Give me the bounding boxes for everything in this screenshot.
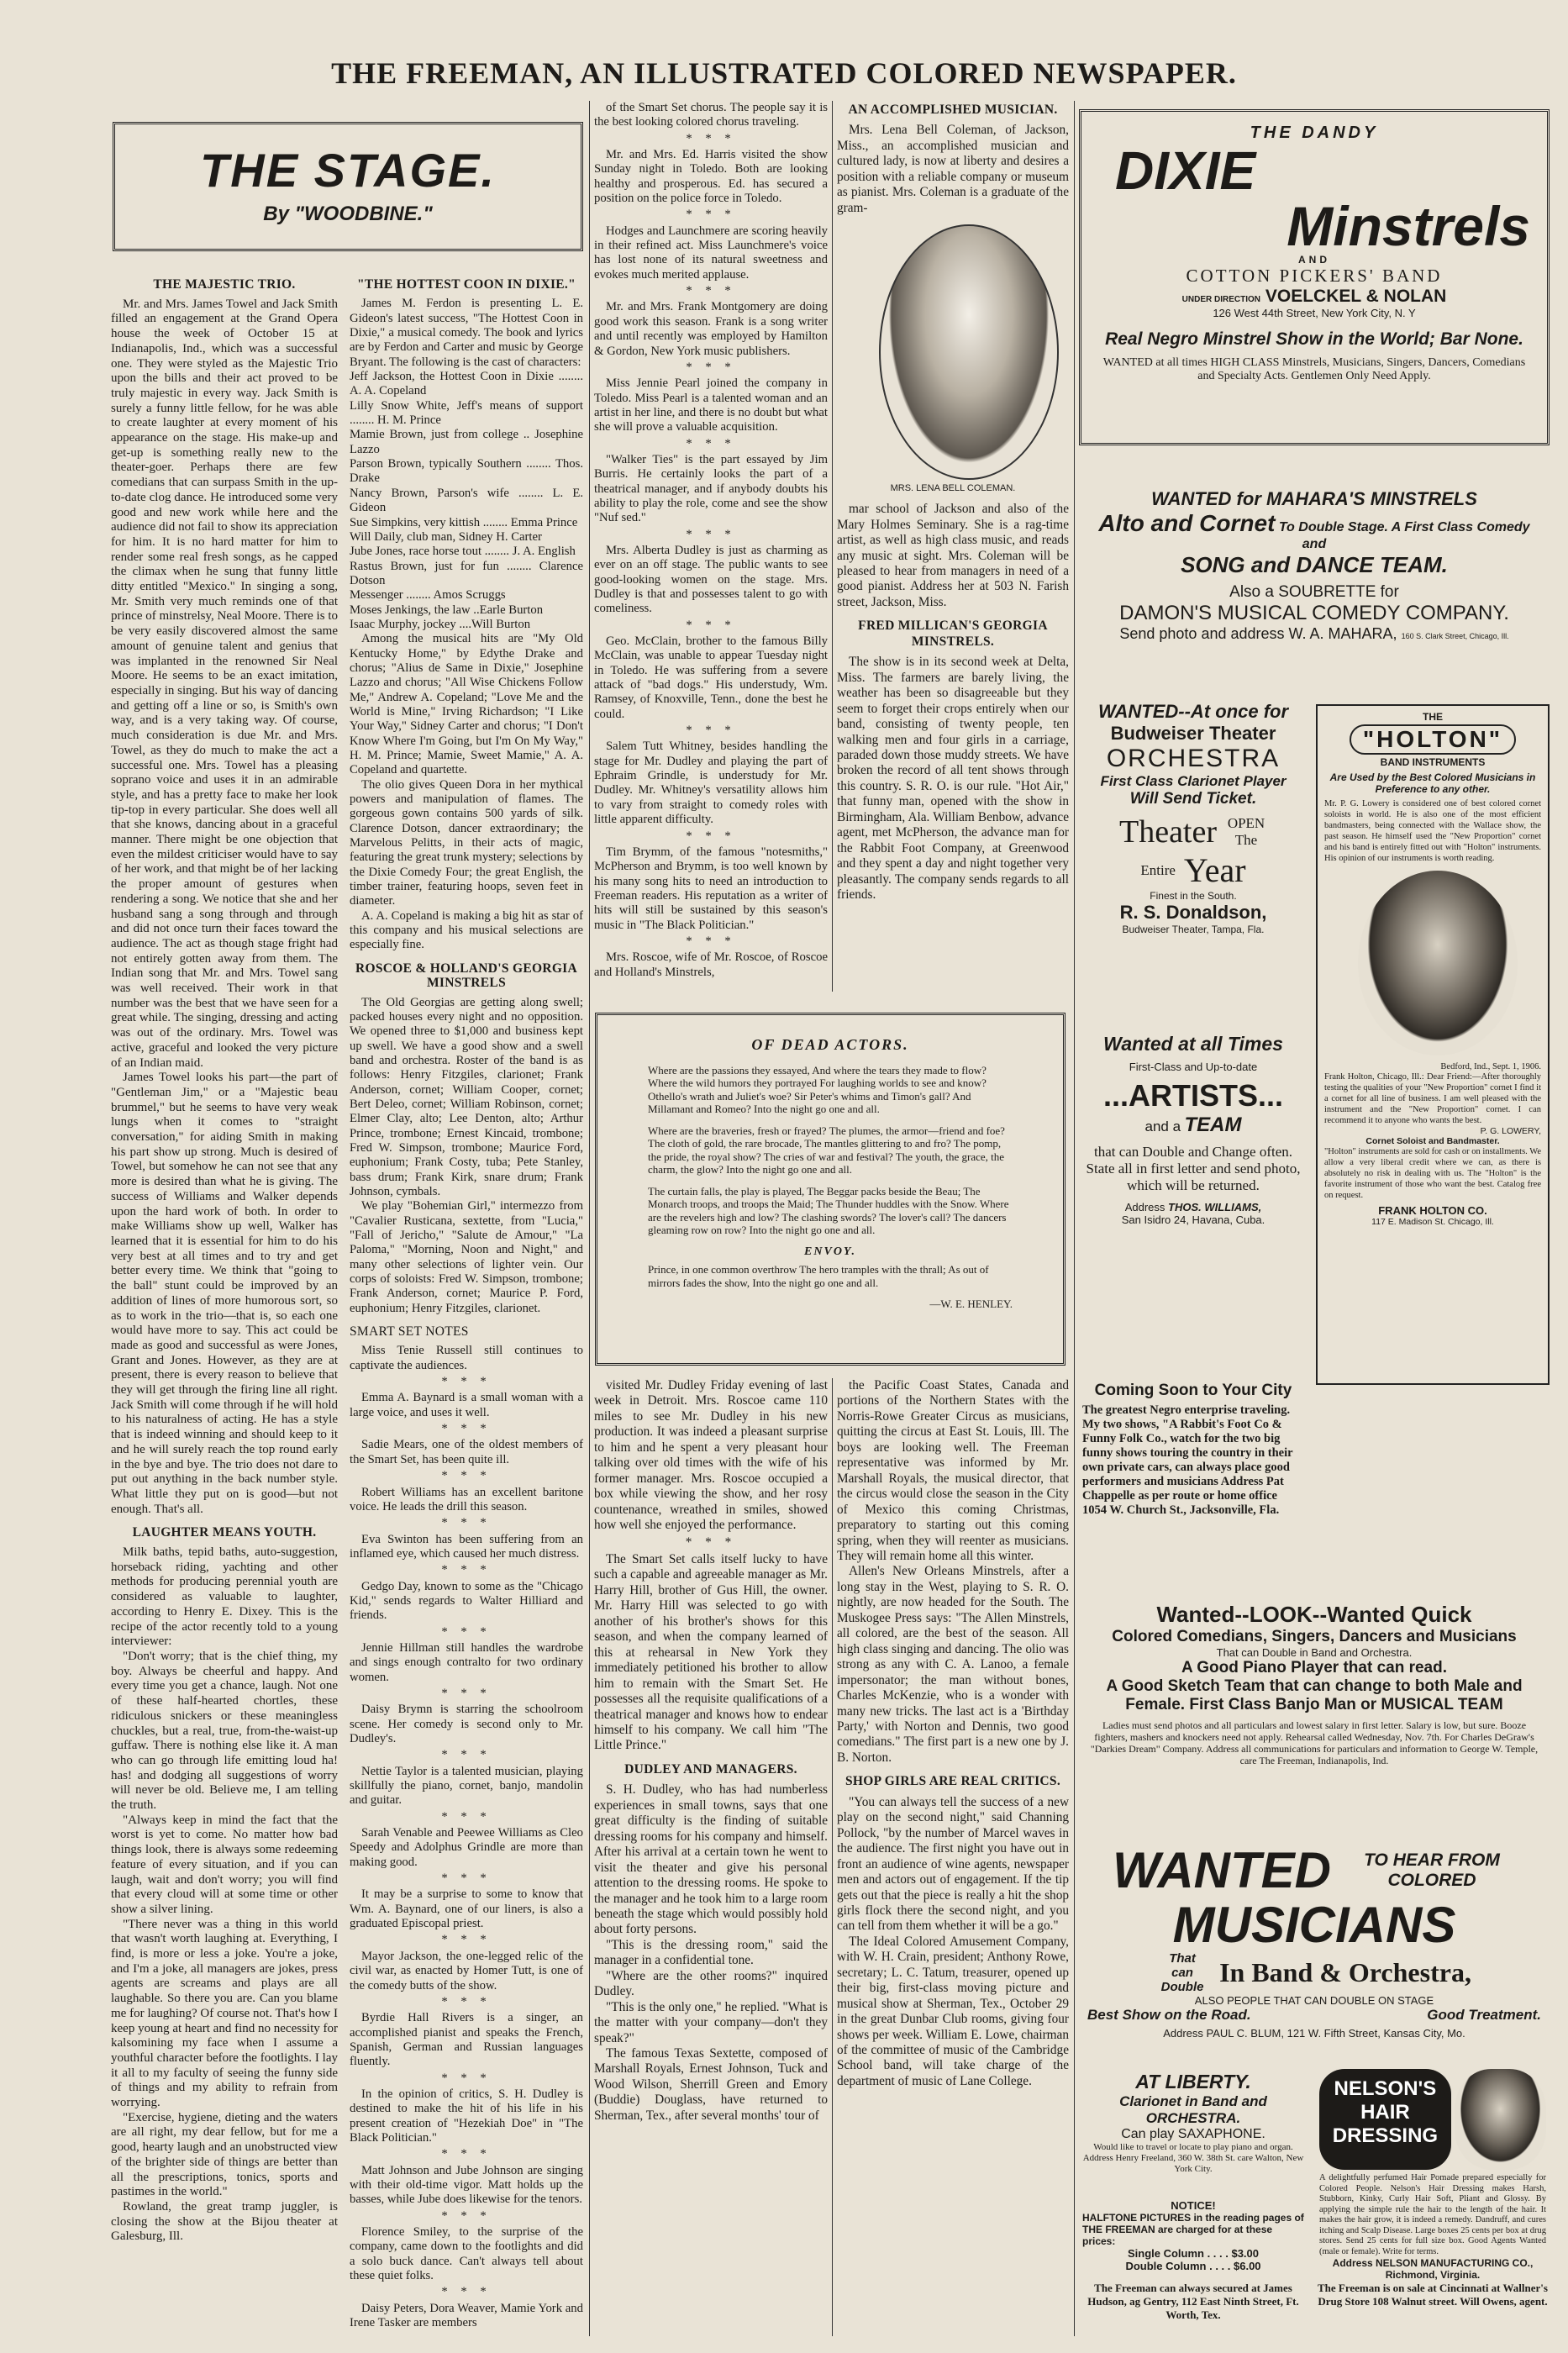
ad-line: WANTED for MAHARA'S MINSTRELS: [1151, 488, 1477, 509]
ad-line: That can Double in Band and Orchestra.: [1216, 1646, 1413, 1659]
poem-envoy: Prince, in one common overthrow The hero tramples with the thrall; As out of mirrors fades the show, Into the night go one and all.: [648, 1263, 989, 1289]
ad-nelson: [1316, 2067, 1550, 2281]
separator: * * *: [441, 1422, 492, 1436]
ad-row: [1319, 2069, 1546, 2170]
paragraph: Matt Johnson and Jube Johnson are singing with their old-time vigor. Matt holds up the basses, while Jube does likewise for the tenors.: [350, 2163, 583, 2207]
ad-line: 160 S. Clark Street, Chicago, Ill.: [1401, 632, 1509, 640]
ad-line: DAMON'S MUSICAL COMEDY COMPANY.: [1119, 602, 1509, 624]
ad-line: Clarionet in Band and ORCHESTRA.: [1119, 2093, 1267, 2126]
ad-line: R. S. Donaldson,: [1119, 902, 1267, 923]
separator: * * *: [686, 284, 736, 298]
ad-line: P. G. LOWERY,: [1480, 1126, 1541, 1136]
ad-line: 126 West 44th Street, New York City, N. Y: [1213, 307, 1416, 319]
paragraph: Rowland, the great tramp juggler, is closing the show at the Bijou theater at Galesburg, Ill.: [111, 2200, 338, 2244]
separator: * * *: [686, 131, 736, 145]
ad-row: [1082, 813, 1304, 850]
ad-line: "HOLTON": [1350, 724, 1516, 755]
separator: * * *: [441, 1871, 492, 1886]
separator: * * *: [441, 1563, 492, 1577]
cast-line: Moses Jenkings, the law ..Earle Burton: [350, 603, 544, 617]
ad-line: Budweiser Theater: [1110, 723, 1276, 744]
paragraph: "There never was a thing in this world that wasn't worth laughing at. Everything, I find, is more or less a joke. You're a joke, and I'm a joke, all managers are jokes, press agents are screams and plays are all laughable. So there you are. Can you blame me for laughing? Of course not. That's how I keep young at heart and find no necessity for kalsomining my face when I assume a youthful character before the footlights. I lay it all to my faculty of seeing the funny side of things and my ability to refrain from worrying.: [111, 1917, 338, 2110]
separator: * * *: [441, 1933, 492, 1947]
ad-line: Send photo and address W. A. MAHARA,: [1119, 625, 1397, 642]
separator: * * *: [441, 1516, 492, 1530]
article-column-2: [350, 269, 583, 2330]
ad-row: [1082, 1113, 1304, 1137]
masthead: THE FREEMAN, AN ILLUSTRATED COLORED NEWSPAPER.: [331, 56, 1237, 90]
ad-line: Colored Comedians, Singers, Dancers and Musicians: [1112, 1628, 1517, 1645]
heading-dudley-managers: DUDLEY AND MANAGERS.: [624, 1761, 797, 1777]
cast-line: Jeff Jackson, the Hottest Coon in Dixie ........ A. A. Copeland: [350, 370, 583, 398]
column-rule: [832, 1378, 833, 2336]
paragraph: The Smart Set calls itself lucky to have such a capable and agreeable manager as Mr. Harry Hill, brother of Gus Hill, the owner. Mr. Harry Hill was selected to go with another of his brother's shows for this season, and when the company learned of this at rehearsal in New York they immediately petitioned his brother to allow him to remain with the Smart Set. He possesses all the requisite qualifications of a theatrical manager and knows how to endear himself to his company. We call him "The Little Prince.": [594, 1551, 828, 1753]
article-column-1: [111, 269, 338, 2245]
paragraph: Emma A. Baynard is a small woman with a large voice, and uses it well.: [350, 1391, 583, 1419]
nelson-lady-illustration: [1455, 2069, 1546, 2170]
heading-laughter: LAUGHTER MEANS YOUTH.: [132, 1525, 317, 1540]
separator: * * *: [685, 1534, 737, 1550]
stage-title: THE STAGE.: [200, 144, 496, 197]
cast-line: Parson Brown, typically Southern ........ Thos. Drake: [350, 457, 583, 486]
ad-look-wanted: [1079, 1597, 1550, 1824]
poem-stanza: The curtain falls, the play is played, The Beggar packs beside the Beau; The Monarch troops, and troops the Maid; The Thunder huddles with the Snow. Where are the revelers high and low? The clashing swords? The lover's call? The dancers gleaming row on row? Into the night go one and all.: [648, 1184, 1009, 1236]
paragraph: It may be a surprise to some to know that Wm. A. Baynard, one of our liners, is also a graduated Episcopal priest.: [350, 1887, 583, 1931]
portrait-caption: MRS. LENA BELL COLEMAN.: [890, 483, 1016, 494]
article-column-4: [837, 101, 1069, 903]
ad-line: "Holton" instruments are sold for cash or on installments. We allow a very liberal credit where we can, as there is absolutely no risk in dealing with us. The "Holton" is the favorite instrument of those who want the best. Catalog free on request.: [1324, 1147, 1541, 1200]
ad-line: Also a SOUBRETTE for: [1229, 583, 1399, 601]
ad-line: WANTED at all times HIGH CLASS Minstrels, Musicians, Singers, Dancers, Comedians and Specialty Acts. Gentlemen Only Need Apply.: [1102, 356, 1526, 382]
heading-shop-girls: SHOP GIRLS ARE REAL CRITICS.: [845, 1774, 1061, 1789]
paragraph: Gedgo Day, known to some as the "Chicago Kid," sends regards to Walter Hilliard and friends.: [350, 1579, 583, 1623]
column-rule: [1074, 101, 1075, 2336]
paragraph: Tim Brymm, of the famous "notesmiths," McPherson and Brymm, is too well known by his many song hits to need an introduction to Freeman readers. His reputation as a writer of hits will still be sustained by this season's music in "The Black Politician.": [594, 845, 828, 932]
ad-line: San Isidro 24, Havana, Cuba.: [1121, 1213, 1265, 1226]
ad-line: First-Class and Up-to-date: [1129, 1061, 1258, 1073]
paragraph: Sadie Mears, one of the oldest members of the Smart Set, has been quite ill.: [350, 1438, 583, 1466]
separator: * * *: [686, 436, 736, 450]
ad-line: FRANK HOLTON CO.: [1378, 1204, 1487, 1217]
ad-dixie-minstrels: [1079, 109, 1550, 445]
paragraph: Daisy Brymn is starring the schoolroom scene. Her comedy is second only to Mr. Dudley's.: [350, 1703, 583, 1745]
ad-line: 117 E. Madison St. Chicago, Ill.: [1371, 1217, 1494, 1227]
ad-line: Will Send Ticket.: [1129, 790, 1257, 808]
ad-line: Budweiser Theater, Tampa, Fla.: [1122, 924, 1265, 935]
ad-line: Address NELSON MANUFACTURING CO.,: [1332, 2257, 1534, 2269]
stage-header-box: [113, 122, 583, 251]
paragraph: Mr. and Mrs. Ed. Harris visited the show Sunday night in Toledo. Both are looking healthy and prosperous. Ed. has secured a position on the police force in Toledo.: [594, 148, 828, 206]
ad-line: TO HEAR FROM COLORED: [1364, 1850, 1500, 1890]
ad-artists: [1079, 1029, 1308, 1366]
paragraph: Hodges and Launchmere are scoring heavily in their refined act. Miss Launchmere's voice has lost none of its natural sweetness and evokes much merited applause.: [594, 224, 828, 282]
ad-line: Mr. P. G. Lowery is considered one of best colored cornet soloists in world. He is also one of the most efficient bandmasters, being connected with the Wallace show, the past season. He himself used the "New Proportion" cornet and his band is entirely fitted out with "Holton" instruments. His opinion of our instruments is worth reading.: [1324, 799, 1541, 863]
paragraph: Milk baths, tepid baths, auto-suggestion, horseback riding, yachting and other methods for producing perennial youth are considered as valuable to laughter, according to Henry E. Dixey. This is the recipe of the actor recently told to a young interviewer:: [111, 1545, 338, 1649]
paragraph: visited Mr. Dudley Friday evening of last week in Detroit. Mrs. Roscoe came 110 miles to see Mr. Dudley in his new production. It was indeed a pleasant surprise to him and he spent a very pleasant hour talking over old times with the wife of his former manager. Mrs. Roscoe occupied a box while viewing the show, and her rosy countenance, wreathed in smiles, showed how well she enjoyed the performance.: [594, 1378, 828, 1533]
ad-line: THE: [1423, 711, 1443, 723]
ad-line: Address PAUL C. BLUM, 121 W. Fifth Street, Kansas City, Mo.: [1163, 2027, 1465, 2040]
ad-line: WANTED: [1113, 1842, 1331, 1898]
cast-line: Mamie Brown, just from college .. Josephine Lazzo: [350, 428, 583, 456]
heading-accomplished-musician: AN ACCOMPLISHED MUSICIAN.: [848, 103, 1058, 117]
ad-row: [1087, 510, 1541, 552]
ad-line: Ladies must send photos and all particulars and lowest salary in first letter. Salary is low, but sure. Booze fighters, mashers and knockers need not apply. Rehearsal called Wednesday, Nov. 7th. For Charles DeGraw's "Darkies Dream" Company. Address all communications for particulars and information to George W. Temple, care The Freeman, Indianapolis, Ind.: [1090, 1719, 1539, 1766]
ad-line: A Good Sketch Team that can change to both Male and Female. First Class Banjo Man or MUSICAL TEAM: [1106, 1677, 1523, 1713]
ad-row: [1087, 625, 1541, 643]
article-column-4-bottom: [837, 1378, 1069, 2089]
paragraph: The Ideal Colored Amusement Company, with W. H. Crain, president; Anthony Rowe, secretary; L. C. Tatum, treasurer, opened up their big, first-class moving picture and musical show at Sherman, Tex., October 29 in the great Dunbar Club rooms, giving four shows per week. William E. Lowe, chairman of the committee of music of the Cambridge School band, will take charge of the department of music of Lane College.: [837, 1934, 1069, 2088]
separator: * * *: [441, 1624, 492, 1639]
ad-row: [1087, 1951, 1541, 1994]
paragraph: Byrdie Hall Rivers is a singer, an accomplished pianist and speaks the French, Spanish, German and Russian languages fluently.: [350, 2011, 583, 2069]
ad-line: The greatest Negro enterprise traveling. My two shows, "A Rabbit's Foot Co & Funny Folk Co., watch for the two big funny shows touring the country in their own private cars, can always place good performers and musicians Address Pat Chappelle as per route or home office 1054 W. Church St., Jacksonville, Fla.: [1082, 1403, 1293, 1517]
separator: * * *: [686, 527, 736, 541]
ad-line: Single Column . . . . $3.00: [1127, 2247, 1260, 2260]
stage-byline: By "WOODBINE.": [263, 203, 433, 225]
ad-halftone-notice: [1079, 2198, 1308, 2277]
ad-freeman-sale-ftworth: The Freeman can always secured at James Hudson, ag Gentry, 112 East Ninth Street, Ft. Worth, Tex.: [1087, 2282, 1299, 2321]
ad-row: [1087, 1841, 1541, 1899]
paragraph: Daisy Peters, Dora Weaver, Mamie York and Irene Tasker are members: [350, 2301, 583, 2330]
ad-line: To Double Stage. A First Class Comedy and: [1278, 520, 1530, 551]
ad-coming-soon: [1079, 1378, 1308, 1588]
paragraph: Mr. and Mrs. Frank Montgomery are doing good work this season. Frank is a song writer and until recently was employed by Hamilton & Gordon, New York music publishers.: [594, 300, 828, 358]
paragraph: "This is the only one," he replied. "What is the matter with your company—don't they speak?": [594, 1999, 828, 2045]
cast-line: Sue Simpkins, very kittish ........ Emma Prince: [350, 515, 578, 529]
paragraph: The show is in its second week at Delta, Miss. The farmers are barely living, the weather has been so disagreeable but they seem to forget their crops entirely when our band, consisting of twenty people, ten walking men and four girls in a carriage, paraded down those muddy streets. We have broken the record of all tent shows through this country. S. R. O. is our rule. "Hot Air," that funny man, opened with the show in Birmingham, Ala. William Benbow, advance agent, met McPherson, the advance man for the Rabbit Foot Company, at Greenwood and they spent a day and night together very pleasantly. The company sends regards to all friends.: [837, 655, 1069, 903]
separator: * * *: [441, 2285, 492, 2299]
separator: * * *: [441, 1748, 492, 1762]
ad-line: MUSICIANS: [1172, 1897, 1456, 1953]
ad-line: Bedford, Ind., Sept. 1, 1906.: [1440, 1062, 1541, 1071]
separator: * * *: [441, 1375, 492, 1389]
ad-line: A delightfully perfumed Hair Pomade prepared especially for Colored People. Nelson's Hair Dressing makes Harsh, Stubborn, Kinky, Curly Hair Soft, Pliant and Glossy. By applying the simple rule the hair to the length of the hair. It makes the hair grow, it is indeed a remedy. Dandruff, and cures itching and Scalp Disease. Large boxes 25 cents per box at drug stores. Send 25 cents for full size box. Good Agents Wanted (male or female). Write for terms.: [1319, 2173, 1546, 2256]
poem-envoy-heading: ENVOY.: [804, 1245, 856, 1258]
ad-line: NELSON'S HAIR DRESSING: [1319, 2069, 1451, 2170]
ad-line: Finest in the South.: [1150, 890, 1237, 902]
heading-millican: FRED MILLICAN'S GEORGIA MINSTRELS.: [858, 619, 1048, 649]
ad-line: Frank Holton, Chicago, Ill.: Dear Friend:—After thoroughly testing the qualities of your "New Proportion" cornet I find it a cornet for all line of business. I am well pleased with the instrument and the "New Proportion" cornet. I can recommend it to anyone who wants the best.: [1324, 1072, 1541, 1125]
ad-line: that can Double and Change often. State all in first letter and send photo, which will be returned.: [1086, 1144, 1301, 1193]
paragraph: Robert Williams has an excellent baritone voice. He leads the drill this season.: [350, 1485, 583, 1513]
ad-line: Entire: [1140, 861, 1176, 878]
ad-line: Good Treatment.: [1427, 2007, 1541, 2023]
ad-line: ...ARTISTS...: [1102, 1078, 1283, 1113]
ad-freeman-sale-cincinnati: The Freeman is on sale at Cincinnati at Wallner's Drug Store 108 Walnut street. Will Owens, agent.: [1318, 2282, 1548, 2308]
cast-line: Lilly Snow White, Jeff's means of support ........ H. M. Prince: [350, 398, 583, 428]
paragraph: The famous Texas Sextette, composed of Marshall Royals, Ernest Johnson, Tuck and Wood Wilson, Sherrill Green and Emory (Buddie) Douglass, have returned to Sherman, Tex., after several months' tour of: [594, 2046, 828, 2123]
ad-row: [1082, 850, 1304, 890]
portrait-lena-bell-coleman: [879, 224, 1059, 480]
paragraph: Geo. McClain, brother to the famous Billy McClain, was unable to appear Tuesday night in Toledo. He was suffering from a severe attack of "bad dogs." His understudy, Wm. Ramsey, of Knoxville, Tenn., done the best he could.: [594, 634, 828, 721]
ad-line: OPEN The: [1227, 815, 1265, 848]
heading-majestic-trio: THE MAJESTIC TRIO.: [153, 277, 296, 292]
ad-row: [1082, 1201, 1304, 1213]
ad-line: COTTON PICKERS' BAND: [1186, 266, 1443, 286]
ad-line: AT LIBERTY.: [1135, 2071, 1251, 2092]
paragraph: Florence Smiley, to the surprise of the company, came down to the footlights and did a solo buck dance. Can't always tell about these quiet folks.: [350, 2225, 583, 2283]
paragraph: Mrs. Roscoe, wife of Mr. Roscoe, of Roscoe and Holland's Minstrels,: [594, 950, 828, 979]
poem-stanza: Where are the passions they essayed, And where the tears they made to flow? Where the wild humors they portrayed For laughing worlds to see and know? Othello's wrath and Juliet's woe? Sir Peter's whims and Timon's gall? And Millamant and Romeo? Into the night go one and all.: [648, 1063, 987, 1115]
separator: * * *: [686, 724, 736, 738]
ad-line: AND: [1298, 254, 1330, 266]
cast-line: Nancy Brown, Parson's wife ........ L. E. Gideon: [350, 486, 583, 515]
ad-director: [1098, 287, 1530, 307]
ad-line: Would like to travel or locate to play piano and organ. Address Henry Freeland, 360 W. 38th St. care Walton, New York City.: [1082, 2142, 1304, 2174]
ad-budweiser: [1079, 697, 1308, 1017]
paragraph: "This is the dressing room," said the manager in a confidential tone.: [594, 1937, 828, 1968]
paragraph: "You can always tell the success of a new play on the second night," said Channing Pollock, "by the number of Marcel waves in the audience. The first night you have out in front an audience of wine agents, newspaper men and actors out of engagement. If the tip gets out that the piece is really a hit the shop girls flock there the second night, and you can tell from them whether it will be a go.": [837, 1794, 1069, 1934]
article-column-3-bottom: [594, 1378, 828, 2124]
paragraph: Allen's New Orleans Minstrels, after a long stay in the West, playing to S. R. O. nightly, are now headed for the South. The Muskogee Press says: "The Allen Minstrels, all colored, are the best of the season. All high class singing and dancing. The olio was strong as any with C. A. Lanoo, a female impersonator; the man without bones, Charles McKenzie, who is a wonder with many new tricks. The last act is a 'Birthday Party,' with Norton and Dennis, two good comedians." The first part is a new one by J. B. Norton.: [837, 1564, 1069, 1765]
paragraph: The Old Georgias are getting along swell; packed houses every night and no opposition. We opened three to $1,000 and business kept up swell. We have a good show and a swell band and orchestra. Roster of the band is as follows: Henry Fitzgiles, clarionet; Frank Anderson, cornet; William Cooper, cornet; Bert Deleo, cornet; William Robinson, cornet; Elmer Clay, alto; Lee Denton, alto; Arthur Prince, trombone; Ernest Kincaid, trombone; Fred W. Simpson, trombone; Maurice Ford, euphonium; Frank Costy, tuba; Pete Stanley, bass drum; Frank Kirk, snare drum; Frank Johnson, cymbals.: [350, 995, 583, 1198]
poem-stanza: Where are the braveries, fresh or frayed? The plumes, the armor—friend and foe? The cloth of gold, the rare brocade, The mantles glittering to and fro? The pomp, the pride, the royal show? The cries of war and festival? The youth, the grace, the charm, the glow? Into the night go one and all.: [648, 1124, 1005, 1176]
cast-line: Messenger ........ Amos Scruggs: [350, 588, 506, 603]
separator: * * *: [686, 934, 736, 948]
paragraph: In the opinion of critics, S. H. Dudley is destined to make the hit of his life in his present creation of "Hezekiah Doe" in "The Black Politician.": [350, 2087, 583, 2145]
ad-line: HALFTONE PICTURES in the reading pages of THE FREEMAN are charged for at these prices:: [1082, 2212, 1304, 2247]
paragraph: Eva Swinton has been suffering from an inflamed eye, which caused her much distress.: [350, 1532, 583, 1561]
ad-line: ORCHESTRA: [1106, 745, 1281, 772]
paragraph: Nettie Taylor is a talented musician, playing skillfully the piano, cornet, banjo, mandolin and guitar.: [350, 1764, 583, 1808]
ad-mahara: [1079, 483, 1550, 681]
ad-line: First Class Clarionet Player: [1100, 773, 1286, 789]
paragraph: mar school of Jackson and also of the Mary Holmes Seminary. She is a rag-time artist, as well as high class music, and reads any music at sight. Mrs. Coleman will be pleased to hear from managers in need of a good pianist. Address her at 503 N. Farish street, Jackson, Miss.: [837, 502, 1069, 609]
ad-line: DIXIE: [1115, 140, 1256, 201]
separator: * * *: [441, 1469, 492, 1483]
ad-line: THOS. WILLIAMS,: [1168, 1201, 1262, 1213]
paragraph: A. A. Copeland is making a big hit as star of this company and his musical selections are especially fine.: [350, 908, 583, 952]
paragraph: Miss Jennie Pearl joined the company in Toledo. Miss Pearl is a talented woman and an artist in her line, and there is no doubt but what she will prove a valuable acquisition.: [594, 376, 828, 434]
ad-line: Theater: [1118, 814, 1218, 850]
paragraph: Sarah Venable and Peewee Williams as Cleo Speedy and Adolphus Grindle are more than making good.: [350, 1826, 583, 1869]
heading-smart-set-notes: SMART SET NOTES: [350, 1324, 469, 1340]
separator: * * *: [441, 2208, 492, 2223]
separator: * * *: [686, 360, 736, 374]
ad-line: Richmond, Virginia.: [1385, 2269, 1481, 2281]
paragraph: the Pacific Coast States, Canada and portions of the Northern States with the Norris-Rowe Greater Circus as musicians, quitting the circus at East St. Louis, Ill. The boys are looking well. The Freeman representative was informed by Mr. Marshall Royals, the musical director, that the circus would close the season in the City of Mexico this coming Christmas, preparatory to starting out this coming spring, when they will reenter as musicians. They will remain home all this winter.: [837, 1378, 1069, 1563]
paragraph: The olio gives Queen Dora in her mythical powers and manipulation of flames. The gorgeous gown contains 500 yards of silk. Clarence Dotson, dancer extraordinary; the Marvelous Pelitts, in their acts of magic, featuring the great trunk mystery; selections by the Dixie Comedy Four; the great English, the timber trainer, featuring hoops, seven feet in diameter.: [350, 777, 583, 908]
paragraph: Mayor Jackson, the one-legged relic of the civil war, as enacted by Homer Tutt, is one of the comedy butts of the show.: [350, 1949, 583, 1992]
ad-line: Minstrels: [1286, 195, 1530, 257]
ad-row: [1087, 2007, 1541, 2024]
separator: * * *: [686, 829, 736, 843]
ad-line: Cornet Soloist and Bandmaster.: [1365, 1136, 1500, 1146]
ad-line: UNDER DIRECTION: [1181, 295, 1261, 304]
ad-musicians: [1079, 1836, 1550, 2055]
paragraph: Salem Tutt Whitney, besides handling the stage for Mr. Dudley and playing the part of Ephraim Grindle, is understudy for Mr. Dudley. Mr. Whitney's versatility allows him to vary from straight to comedy roles with little apparent difficulty.: [594, 740, 828, 827]
ad-line: WANTED--At once for: [1097, 701, 1289, 722]
ad-line: Can play SAXAPHONE.: [1121, 2127, 1265, 2141]
ad-line: Coming Soon to Your City: [1094, 1382, 1292, 1399]
paragraph: "Where are the other rooms?" inquired Dudley.: [594, 1968, 828, 1999]
portrait-p-g-lowery: [1358, 871, 1518, 1055]
ad-line: Address: [1124, 1201, 1165, 1213]
ad-line: Wanted at all Times: [1103, 1033, 1283, 1055]
paragraph: "Exercise, hygiene, dieting and the waters are all right, my dear fellow, but for me a good, hearty laugh and an unobstructed view of the brighter side of things are better than all the prescriptions, tonics, sports and pastimes in the world.": [111, 2110, 338, 2199]
paragraph: James Towel looks his part—the part of "Gentleman Jim," or a "Majestic beau brummel," but he seems to have very weak lungs when it comes to "straight conversation," for aiding Smith in making his part show up strong. Much is desired of Towel, but somehow he can not see that any more is desired than what he is giving. The success of Williams and Walker depends upon the hard work of both. In order to make Williams show up well, Walker has learned that it is essential for him to do his very best at all times and to try and get better every time. We think that "going to the ball" stunt could be improved by an addition of lines of more humorous sort, so as to work in the trio—that is, so each one would have more to say. This act could be made as good and successful as were Jones, Grant and Jones. However, as they are at present, there is every reason to believe that they will get through the firing line all right. Jack Smith will come through if he will hold to his naturalness of acting. He has a style that is indeed winning and should keep to it and he will surely reach the top round early in the bye and bye. The trio does not dare to put out anything in the back number style. What little they put on is good—but not enough. That's all.: [111, 1071, 338, 1516]
paragraph: Mrs. Alberta Dudley is just as charming as ever on an off stage. The public wants to see good-looking women on the stage. Mrs. Dudley is that and possesses talent to go with comeliness.: [594, 543, 828, 616]
paragraph: S. H. Dudley, who has had numberless experiences in small towns, says that one great difficulty is the finding of suitable dressing rooms for his company and himself. After his arrival at a certain town he went to visit the theater and give his personal attention to the dressing rooms. He spoke to the manager and he took him to a large room beneath the stage which would possibly hold about forty persons.: [594, 1782, 828, 1937]
separator: * * *: [441, 2071, 492, 2085]
ad-line: THE DANDY: [1250, 124, 1379, 142]
separator: * * *: [441, 1686, 492, 1700]
paragraph: "Don't worry; that is the chief thing, my boy. Always be cheerful and happy. And every time you get a chance, laugh. Not one of these half-hearted chortles, these ridiculous snickers or these meaningless chuckles, but a real, true, from-the-waist-up guffaw. There is nothing else like it. A man who can go through life emitting loud ha! has! and dodging all suggestions of worry will never be old. Believe me, I am telling the truth.: [111, 1649, 338, 1813]
ad-line: VOELCKEL & NOLAN: [1265, 287, 1447, 306]
separator: * * *: [686, 618, 736, 632]
separator: * * *: [441, 1994, 492, 2008]
paragraph: of the Smart Set chorus. The people say it is the best looking colored chorus traveling.: [594, 101, 828, 129]
ad-holton: [1316, 704, 1550, 1385]
separator: * * *: [441, 2147, 492, 2161]
cast-line: Isaac Murphy, jockey ....Will Burton: [350, 617, 531, 631]
poem-box: [595, 1013, 1066, 1366]
ad-line: BAND INSTRUMENTS: [1380, 756, 1486, 768]
paragraph: We play "Bohemian Girl," intermezzo from "Cavalier Rusticana, sextette, from "Lucia," "Fall of Jericho," "Salute de Amour," "La Paloma," "Morning, Noon and Night," and many other selections of lighter vein. Our corps of soloists: Fred W. Simpson, trombone; Frank Anderson, cornet; Maurice P. Ford, euphonium; Henry Fitzgiles, clarionet.: [350, 1199, 583, 1315]
paragraph: "Walker Ties" is the part essayed by Jim Burris. He certainly looks the part of a theatrical manager, and if anybody doubts his ability to play the role, come and see the show "Nuf sed.": [594, 452, 828, 525]
article-column-3: [594, 101, 828, 980]
paragraph: Mrs. Lena Bell Coleman, of Jackson, Miss., an accomplished musician and cultured lady, is now at liberty and desires a position with a reliable company or museum as pianist. Mrs. Coleman is a graduate of the gram-: [837, 123, 1069, 215]
paragraph: Among the musical hits are "My Old Kentucky Home," by Edythe Drake and chorus; "Alius de Same in Dixie," Josephine Lazzo and chorus; "All Wise Chickens Follow Me," Andrew A. Copeland; "Love Me and the World is Mine," Irving Richardson; "I Like Your Way," Sidney Carter and chorus; "I Don't Know Where I'm Going, but I'm On My Way," H. M. Prince; Mamie, Sweet Mamie," A. A. Copeland and quartette.: [350, 632, 583, 777]
paragraph: Mr. and Mrs. James Towel and Jack Smith filled an engagement at the Grand Opera house the week of October 15 at Indianapolis, Ind., which was a successful one. They were styled as the Majestic Trio upon the bills and their act proved to be truly majestic in every way. Jack Smith is surely a funny little fellow, for he was able to create laughter at every moment of his appearance on the stage. His make-up and get-up is something really new to the theater-goer. Perhaps there are few comedians that can surpass Smith in the up-to-date clog dance. He introduced some very good and new work while here and the audience did not fail to show its appreciation for him. It is no hard matter for him to render some real fresh songs, as he capped the climax when he sung that funny little ditty entitled "Mexico." In singing a song, Mr. Smith very much reminds one of that prince of minstrelsy, Neal Moore. There is to be very easily discovered almost the same amount of genuine talent and genius that was implanted in the renowned Sir Neal Moore. He seems to be an exact imitation, especially in singing. But his way of dancing and getting off a line or so, is Smith's own way, and is a very taking way. Of course, much consideration is due Mr. and Mrs. Towel, as they do much to make the act a successful one. Mrs. Towel has a pleasing soprano voice and uses it in an admirable style, and has a pretty face to make her look tip-top in every particular. She does well all that she knows, dancing about in a graceful manner. There might be one objection that even the mildest criticiser would have to say of her work, and that might be of her lacking the proper amount of gestures when rendering a song. We notice that she and her husband sang a song through and through and did not once turn their faces toward the audience. The act as though stage fright had not entirely gotten away from them. The Indian song that Mr. and Mrs. Towel sang was well received. Their work in that number was the best that we have seen for a great while. The singing, dressing and acting was out of the ordinary. Mrs. Towel was active, graceful and looked the very picture of an Indian maid.: [111, 297, 338, 1070]
ad-line: NOTICE!: [1171, 2199, 1216, 2212]
separator: * * *: [441, 1809, 492, 1824]
ad-line: Double Column . . . . $6.00: [1125, 2260, 1261, 2272]
poem-author: —W. E. HENLEY.: [929, 1298, 1013, 1310]
heading-roscoe-holland: ROSCOE & HOLLAND'S GEORGIA MINSTRELS: [355, 961, 578, 991]
ad-line: ALSO PEOPLE THAT CAN DOUBLE ON STAGE: [1194, 1994, 1434, 2007]
paragraph: Miss Tenie Russell still continues to captivate the audiences.: [350, 1344, 583, 1372]
cast-line: Rastus Brown, just for fun ........ Clarence Dotson: [350, 559, 583, 587]
cast-line: Jube Jones, race horse tout ........ J. A. English: [350, 545, 576, 559]
ad-line: Best Show on the Road.: [1087, 2007, 1251, 2023]
ad-line: A Good Piano Player that can read.: [1181, 1659, 1448, 1677]
ad-line: Are Used by the Best Colored Musicians in Preference to any other.: [1329, 771, 1536, 795]
ad-line: That can Double: [1160, 1951, 1204, 1994]
paragraph: James M. Ferdon is presenting L. E. Gideon's latest success, "The Hottest Coon in Dixie," a musical comedy. The book and lyrics are by Ferdon and Carter and music by George Bryant. The following is the cast of characters:: [350, 297, 583, 369]
paragraph: "Always keep in mind the fact that the worst is yet to come. No matter how bad things look, there is always some redeeming feature of every situation, and if you can laugh, wait and don't worry; you will find that every cloud will at some time or other show a silver lining.: [111, 1813, 338, 1916]
ad-line: SONG and DANCE TEAM.: [1181, 552, 1448, 577]
ad-line: TEAM: [1184, 1113, 1242, 1136]
ad-at-liberty: [1079, 2067, 1308, 2193]
column-rule: [589, 101, 590, 2336]
column-rule: [832, 101, 833, 992]
cast-line: Will Daily, club man, Sidney H. Carter: [350, 529, 542, 544]
ad-line: Real Negro Minstrel Show in the World; Bar None.: [1105, 329, 1523, 349]
ad-line: Alto and Cornet: [1098, 510, 1276, 536]
paragraph: Jennie Hillman still handles the wardrobe and sings enough contralto for two ordinary women.: [350, 1640, 583, 1684]
poem-title: OF DEAD ACTORS.: [751, 1036, 909, 1053]
ad-line: Wanted--LOOK--Wanted Quick: [1156, 1602, 1472, 1627]
ad-line: In Band & Orchestra,: [1219, 1957, 1471, 1987]
separator: * * *: [686, 208, 736, 222]
ad-line: Year: [1183, 851, 1246, 889]
heading-hottest-coon: "THE HOTTEST COON IN DIXIE.": [356, 277, 576, 292]
ad-line: and a: [1144, 1119, 1181, 1134]
